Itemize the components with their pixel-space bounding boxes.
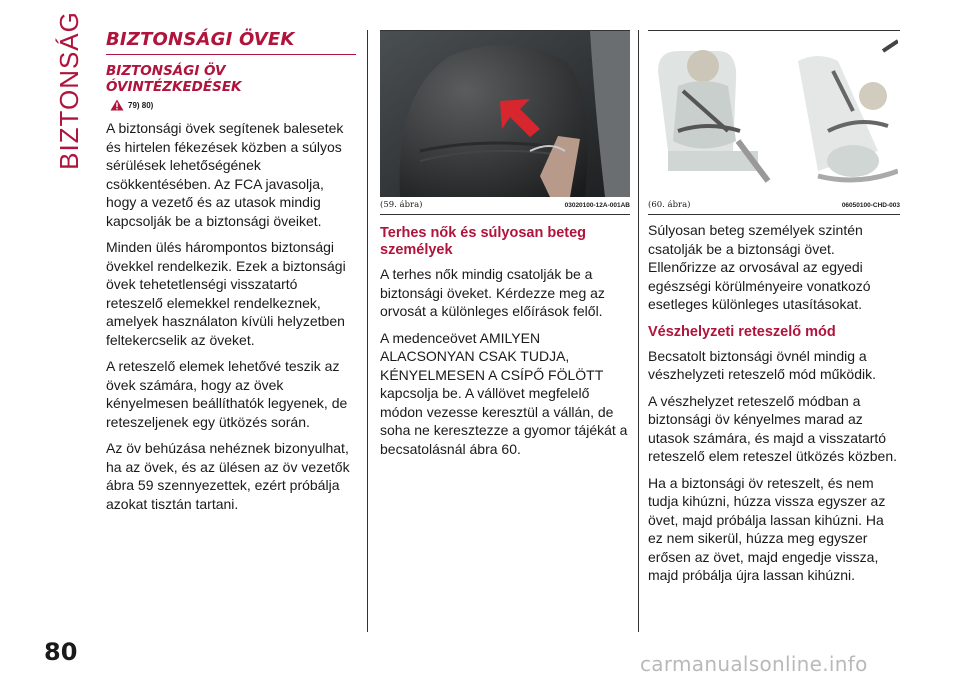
subsection-title-line1: BIZTONSÁGI ÖV <box>106 63 226 79</box>
figure-code: 06050100-CHD-003 <box>841 202 900 209</box>
side-chapter-label: BIZTONSÁG <box>53 10 84 170</box>
warning-ref-numbers: 79) 80) <box>128 100 154 110</box>
paragraph: A vészhelyzet reteszelő módban a biztonsági öv kényelmes marad az utasok számára, és majd a visszatartó reteszelő elem reteszel ütközés közben. <box>648 392 898 464</box>
figure-caption: (60. ábra) <box>648 200 691 210</box>
watermark-text: carmanualsonline.info <box>640 652 868 676</box>
paragraph: A reteszelő elemek lehetővé teszik az övek számára, hogy az övek kényelmesen beállíthatók legyenek, de reteszeljenek egy ütközés során. <box>106 358 348 430</box>
paragraph: A biztonsági övek segítenek balesetek és hirtelen fékezések közben a súlyos sérülések lehetőségének csökkentésében. Az FCA javasolja, hogy a vezető és az utasok mindig kapcsolják be a biztonsági öveiket. <box>106 120 344 229</box>
paragraph: Súlyosan beteg személyek szintén csatolják be a biztonsági övet. Ellenőrizze az orvosával az egyedi egészségi körülményeire vonatkozó esetleges különleges utasításokat. <box>648 222 871 312</box>
paragraph: A terhes nők mindig csatolják be a biztonsági öveket. Kérdezze meg az orvosát a különleges előírások felől. <box>380 266 605 319</box>
figure-59-seatbelt-photo <box>380 31 630 197</box>
heading-emergency-lock: Vészhelyzeti reteszelő mód <box>648 323 836 340</box>
belt-positioning-illustration <box>648 31 898 197</box>
paragraph: Minden ülés hárompontos biztonsági övekkel rendelkezik. Ezek a biztonsági övek tehetetlenségi visszatartó reteszelő elemekkel rendelkeznek, amelyek használaton kívüli helyzetben feltekercselik az öveket. <box>106 239 346 348</box>
figure-code: 03020100-12A-001AB <box>564 202 630 209</box>
column-3 <box>648 30 900 593</box>
paragraph: Az öv behúzása nehéznek bizonyulhat, ha az övek, és az ülésen az öv vezetők ábra 59 szennyezettek, ezért próbálja azokat tisztán tartani. <box>106 440 350 512</box>
page-number: 80 <box>44 638 78 666</box>
section-title: BIZTONSÁGI ÖVEK <box>106 30 356 55</box>
side-chapter-tab <box>52 10 86 170</box>
warning-triangle-icon <box>110 99 124 111</box>
subsection-title <box>106 63 356 95</box>
seat-headrest-illustration <box>380 31 630 197</box>
figure-caption: (59. ábra) <box>380 200 423 210</box>
figure-60-pregnant-belt-illustration <box>648 31 898 197</box>
column-1 <box>106 30 356 521</box>
heading-pregnant: Terhes nők és súlyosan beteg személyek <box>380 225 587 258</box>
column-2 <box>380 30 630 466</box>
figure-caption-row <box>648 197 900 215</box>
column-divider-1 <box>367 30 368 632</box>
warning-reference <box>110 99 356 111</box>
figure-caption-row <box>380 197 630 215</box>
paragraph: A medenceövet AMILYEN ALACSONYAN CSAK TUDJA, KÉNYELMESEN A CSÍPŐ FÖLÖTT kapcsolja be. A vállövet megfelelő módon vezesse keresztül a vállán, de soha ne keresztezze a gyomor tájékát a becsatolásnál ábra 60. <box>380 329 628 457</box>
paragraph: Becsatolt biztonsági övnél mindig a vészhelyzeti reteszelő mód működik. <box>648 347 876 382</box>
column-divider-2 <box>638 30 639 632</box>
paragraph: Ha a biztonsági öv reteszelt, és nem tudja kihúzni, húzza vissza egyszer az övet, majd próbálja lassan kihúzni. Ha ez nem sikerül, húzza meg egyszer erősen az övet, majd engedje vissza, majd próbálja újra lassan kihúzni. <box>648 474 886 583</box>
subsection-title-line2: ÓVINTÉZKEDÉSEK <box>106 79 242 95</box>
